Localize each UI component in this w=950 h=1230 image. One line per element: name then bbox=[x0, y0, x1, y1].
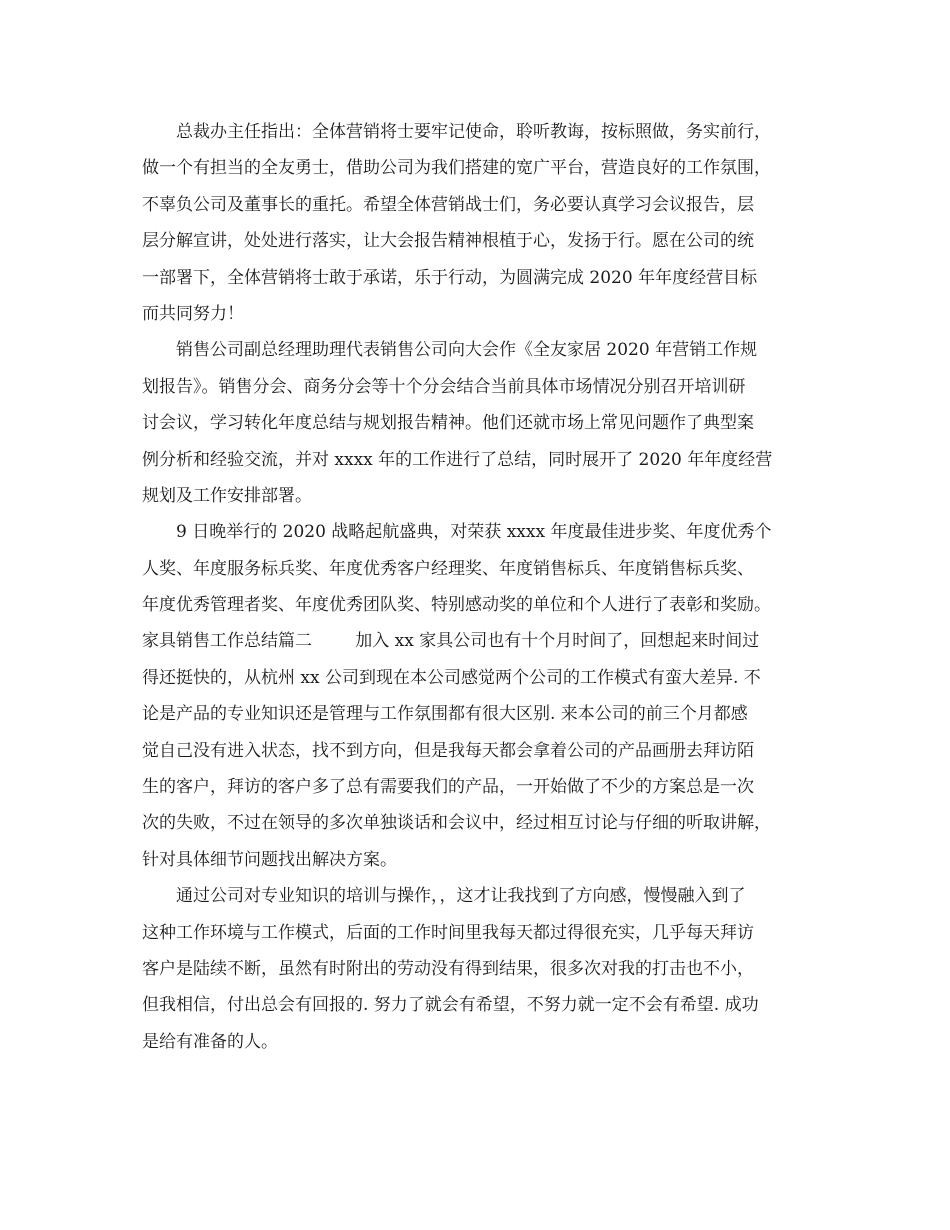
text-line: 论是产品的专业知识还是管理与工作氛围都有很大区别. 来本公司的前三个月都感 bbox=[142, 704, 748, 725]
text-line: 例分析和经验交流，并对 xxxx 年的工作进行了总结，同时展开了 2020 年年度经营 bbox=[142, 449, 773, 470]
text-line: 客户是陆续不断，虽然有时附出的劳动没有得到结果，很多次对我的打击也不小， bbox=[142, 958, 754, 979]
text-line: 年度优秀管理者奖、年度优秀团队奖、特别感动奖的单位和个人进行了表彰和奖励。 bbox=[142, 595, 771, 616]
paragraph bbox=[142, 332, 832, 514]
text-line: 规划及工作安排部署。 bbox=[142, 485, 312, 506]
text-line: 9 日晚举行的 2020 战略起航盛典，对荣获 xxxx 年度最佳进步奖、年度优秀个 bbox=[176, 522, 772, 543]
text-line: 得还挺快的，从杭州 xx 公司到现在本公司感觉两个公司的工作模式有蛮大差异. 不 bbox=[142, 667, 761, 688]
text-line: 次的失败，不过在领导的多次单独谈话和会议中，经过相互讨论与仔细的听取讲解， bbox=[142, 813, 771, 834]
text-line: 生的客户，拜访的客户多了总有需要我们的产品，一开始做了不少的方案总是一次 bbox=[142, 777, 754, 798]
text-line: 一部署下，全体营销将士敢于承诺，乐于行动，为圆满完成 2020 年年度经营目标 bbox=[142, 267, 758, 288]
text-line: 而共同努力！ bbox=[142, 303, 244, 324]
text-line: 家具销售工作总结篇二 加入 xx 家具公司也有十个月时间了，回想起来时间过 bbox=[142, 631, 760, 652]
document-body bbox=[142, 114, 832, 1060]
text-line: 针对具体细节问题找出解决方案。 bbox=[142, 849, 397, 870]
text-line: 层分解宣讲，处处进行落实，让大会报告精神根植于心，发扬于行。愿在公司的统 bbox=[142, 231, 754, 252]
text-line: 人奖、年度服务标兵奖、年度优秀客户经理奖、年度销售标兵、年度销售标兵奖、 bbox=[142, 558, 754, 579]
text-line: 划报告》。销售分会、商务分会等十个分会结合当前具体市场情况分别召开培训研 bbox=[142, 376, 746, 397]
paragraph bbox=[142, 114, 832, 332]
text-line: 做一个有担当的全友勇士，借助公司为我们搭建的宽广平台，营造良好的工作氛围， bbox=[142, 158, 771, 179]
paragraph bbox=[142, 514, 832, 623]
paragraph bbox=[142, 623, 832, 878]
text-line: 销售公司副总经理助理代表销售公司向大会作《全友家居 2020 年营销工作规 bbox=[176, 340, 758, 361]
text-line: 讨会议，学习转化年度总结与规划报告精神。他们还就市场上常见问题作了典型案 bbox=[142, 413, 754, 434]
text-line: 不辜负公司及董事长的重托。希望全体营销战士们，务必要认真学习会议报告，层 bbox=[142, 194, 754, 215]
text-line: 是给有准备的人。 bbox=[142, 1031, 278, 1052]
text-line: 但我相信，付出总会有回报的. 努力了就会有希望，不努力就一定不会有希望. 成功 bbox=[142, 995, 759, 1016]
text-line: 通过公司对专业知识的培训与操作，，这才让我找到了方向感，慢慢融入到了 bbox=[176, 886, 746, 907]
paragraph bbox=[142, 878, 832, 1060]
text-line: 觉自己没有进入状态，找不到方向，但是我每天都会拿着公司的产品画册去拜访陌 bbox=[142, 740, 754, 761]
text-line: 这种工作环境与工作模式，后面的工作时间里我每天都过得很充实，几乎每天拜访 bbox=[142, 922, 754, 943]
text-line: 总裁办主任指出：全体营销将士要牢记使命，聆听教诲，按标照做，务实前行， bbox=[176, 122, 771, 142]
